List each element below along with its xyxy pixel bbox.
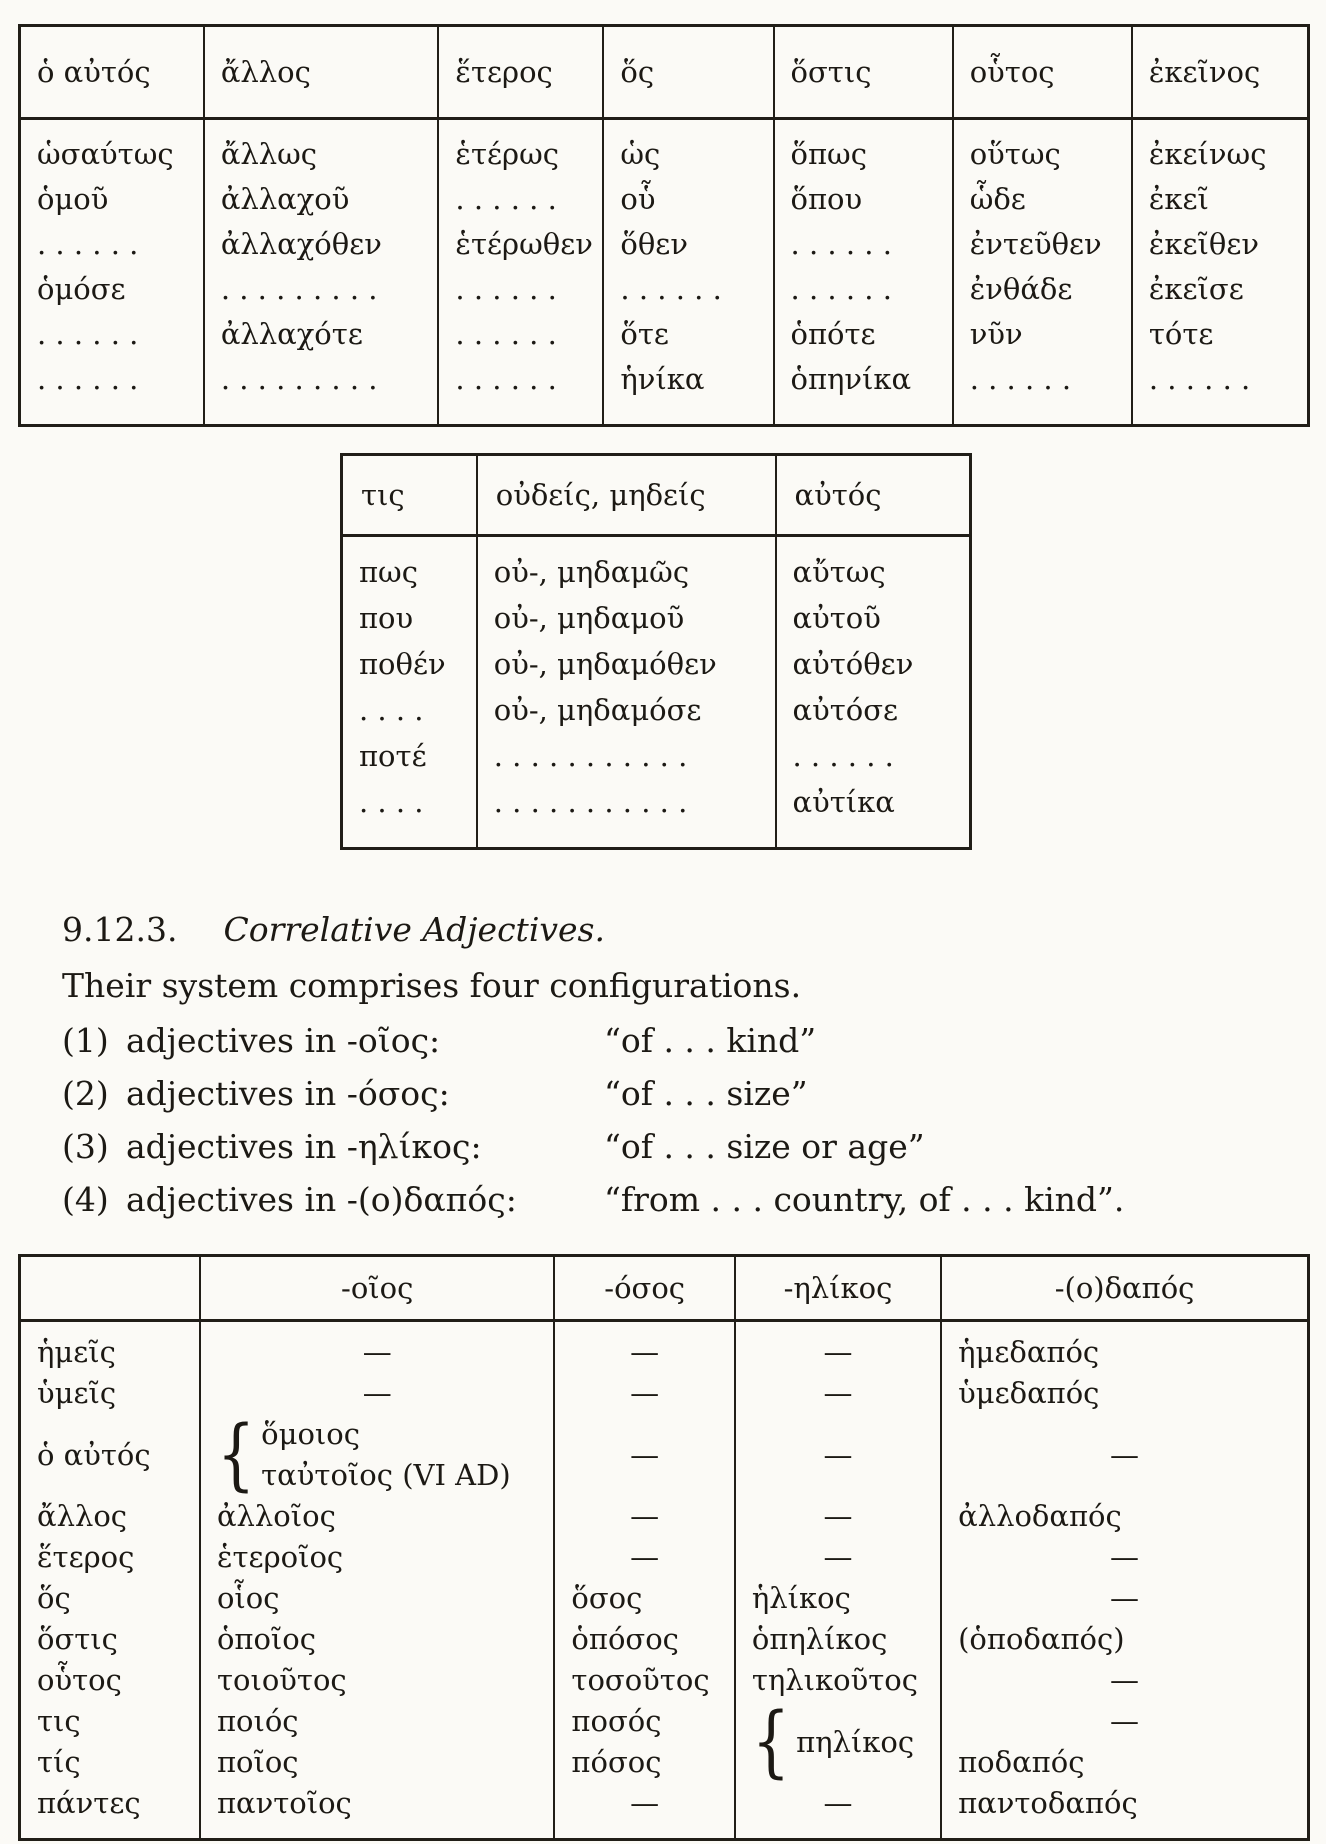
column-header: ὁ αὐτός bbox=[20, 26, 204, 119]
table-cell: οἷος bbox=[200, 1578, 554, 1619]
table-cell: ὁμοῦ bbox=[20, 177, 204, 222]
table-cell: πως bbox=[342, 536, 477, 596]
table-cell: — bbox=[1110, 1581, 1140, 1615]
table-cell: ἀλλαχόθεν bbox=[204, 222, 439, 267]
table-cell: τοσοῦτος bbox=[554, 1660, 734, 1701]
table-cell: ποῖος bbox=[200, 1742, 554, 1783]
configuration-item bbox=[62, 1067, 1310, 1120]
table-cell: (ὁποδαπός) bbox=[958, 1622, 1125, 1656]
table-cell: — bbox=[735, 1783, 941, 1840]
table-cell: ὑμεῖς bbox=[20, 1373, 200, 1414]
table-row bbox=[20, 1783, 1309, 1840]
table-cell: ὡς bbox=[603, 119, 773, 178]
table-cell: ἐκείνως bbox=[1148, 137, 1267, 171]
table-cell: . . . . . . bbox=[603, 267, 773, 312]
table-cell: αὐτοῦ bbox=[792, 601, 881, 635]
configuration-gloss: “of . . . kind” bbox=[604, 1021, 817, 1060]
intro-text: Their system comprises four configurations. bbox=[62, 966, 802, 1005]
table-cell: ἡλίκος bbox=[735, 1578, 941, 1619]
brace-entries bbox=[261, 1414, 511, 1496]
table-row bbox=[20, 177, 1309, 222]
column-header: ὅστις bbox=[774, 26, 953, 119]
table-cell: ὅπου bbox=[774, 177, 953, 222]
table-cell: . . . . . . bbox=[774, 267, 953, 312]
column-header: ὅς bbox=[603, 26, 773, 119]
table-cell bbox=[200, 1414, 554, 1496]
column-header bbox=[20, 1256, 200, 1321]
table-row bbox=[20, 1373, 1309, 1414]
table-cell: αὐτίκα bbox=[792, 785, 895, 819]
table-cell: — bbox=[735, 1321, 941, 1374]
column-header: -οῖος bbox=[200, 1256, 554, 1321]
header-row bbox=[342, 455, 971, 536]
column-header: -όσος bbox=[554, 1256, 734, 1321]
table-cell: ἡνίκα bbox=[603, 357, 773, 426]
table-row bbox=[20, 1414, 1309, 1496]
table-cell: — bbox=[735, 1496, 941, 1537]
table-cell: τοιοῦτος bbox=[200, 1660, 554, 1701]
section-title: Correlative Adjectives. bbox=[223, 910, 605, 949]
table-cell: — bbox=[200, 1321, 554, 1374]
table-cell: τηλικοῦτος bbox=[735, 1660, 941, 1701]
table-cell: ὁμόσε bbox=[20, 267, 204, 312]
table-cell: ἐκεῖ bbox=[1148, 182, 1209, 216]
table-cell: . . . . bbox=[342, 687, 477, 733]
table-cell: οὐ-, μηδαμόθεν bbox=[477, 641, 776, 687]
table-row bbox=[20, 1537, 1309, 1578]
table-cell: — bbox=[1110, 1540, 1140, 1574]
table-cell: ὁπηλίκος bbox=[735, 1619, 941, 1660]
configurations-list bbox=[62, 1014, 1310, 1226]
table-cell: ὁπηνίκα bbox=[774, 357, 953, 426]
table-cell: ὁποῖος bbox=[200, 1619, 554, 1660]
table-cell: . . . . bbox=[342, 779, 477, 849]
table-cell: που bbox=[342, 595, 477, 641]
table-cell: — bbox=[735, 1537, 941, 1578]
brace-glyph: { bbox=[751, 1701, 791, 1783]
table-row bbox=[20, 119, 1309, 178]
table-cell: . . . . . . bbox=[438, 267, 603, 312]
table-cell: — bbox=[554, 1537, 734, 1578]
configuration-label: adjectives in -όσος: bbox=[126, 1074, 450, 1113]
table-row bbox=[342, 687, 971, 733]
table-cell: — bbox=[735, 1414, 941, 1496]
column-header: οὗτος bbox=[953, 26, 1132, 119]
brace-glyph: { bbox=[216, 1414, 256, 1496]
table-cell: ἄλλος bbox=[20, 1496, 200, 1537]
table-cell: τις bbox=[20, 1701, 200, 1742]
table-cell: — bbox=[554, 1321, 734, 1374]
configuration-label: adjectives in -(ο)δαπός: bbox=[126, 1180, 517, 1219]
table-cell: ἐντεῦθεν bbox=[953, 222, 1132, 267]
table-cell: αὐτόσε bbox=[792, 693, 899, 727]
header-row bbox=[20, 26, 1309, 119]
table-cell: οὐ-, μηδαμῶς bbox=[477, 536, 776, 596]
table-cell: ὁπόσος bbox=[554, 1619, 734, 1660]
table-cell: ἡμεδαπός bbox=[958, 1335, 1100, 1369]
configuration-item bbox=[62, 1120, 1310, 1173]
section-text-block bbox=[62, 904, 1310, 1226]
table-cell: ἕτερος bbox=[20, 1537, 200, 1578]
column-header: οὐδείς, μηδείς bbox=[477, 455, 776, 536]
table-row bbox=[20, 222, 1309, 267]
table-cell: ὅτε bbox=[603, 312, 773, 357]
table-cell: ἐκεῖθεν bbox=[1148, 227, 1260, 261]
column-header: τις bbox=[342, 455, 477, 536]
table-row bbox=[342, 536, 971, 596]
table-row bbox=[20, 1742, 1309, 1783]
table-cell: . . . . . . bbox=[774, 222, 953, 267]
table-row bbox=[20, 1619, 1309, 1660]
table-row bbox=[20, 1578, 1309, 1619]
column-header: ἄλλος bbox=[204, 26, 439, 119]
table-row bbox=[20, 1496, 1309, 1537]
table-cell: αὔτως bbox=[792, 555, 886, 589]
table-cell: οὐ-, μηδαμοῦ bbox=[477, 595, 776, 641]
table-cell: ποτέ bbox=[342, 733, 477, 779]
table-cell: ὅπως bbox=[774, 119, 953, 178]
table-cell: . . . . . . bbox=[1148, 362, 1251, 396]
table-cell bbox=[735, 1701, 941, 1783]
table-cell: — bbox=[1110, 1704, 1140, 1738]
column-header: -(ο)δαπός bbox=[941, 1256, 1308, 1321]
configuration-item bbox=[62, 1173, 1310, 1226]
table-cell: — bbox=[554, 1414, 734, 1496]
table-cell-line: πηλίκος bbox=[796, 1724, 915, 1759]
configuration-label: adjectives in -οῖος: bbox=[126, 1021, 441, 1060]
table-cell: ἑτέρως bbox=[438, 119, 603, 178]
table-cell: . . . . . . bbox=[792, 739, 894, 773]
table-cell: οὗ bbox=[603, 177, 773, 222]
table-cell: παντοδαπός bbox=[958, 1786, 1138, 1820]
table-cell: — bbox=[1110, 1663, 1140, 1697]
table-cell: . . . . . . . . . bbox=[204, 267, 439, 312]
table-row bbox=[20, 1660, 1309, 1701]
configuration-gloss: “of . . . size” bbox=[604, 1074, 808, 1113]
table-cell: — bbox=[200, 1373, 554, 1414]
configuration-label: adjectives in -ηλίκος: bbox=[126, 1127, 482, 1166]
table-cell: ὁ αὐτός bbox=[20, 1414, 200, 1496]
table-cell: ἑτέρωθεν bbox=[438, 222, 603, 267]
table-cell: ἄλλως bbox=[204, 119, 439, 178]
table-cell: . . . . . . bbox=[953, 357, 1132, 426]
table-row bbox=[20, 1321, 1309, 1374]
configuration-num: (2) bbox=[62, 1074, 109, 1113]
table-row bbox=[20, 357, 1309, 426]
configuration-num: (4) bbox=[62, 1180, 109, 1219]
table-cell: ὡσαύτως bbox=[20, 119, 204, 178]
table-cell: οὐ-, μηδαμόσε bbox=[477, 687, 776, 733]
table-cell: . . . . . . . . . . . bbox=[477, 779, 776, 849]
table-row bbox=[342, 641, 971, 687]
table-cell: — bbox=[554, 1373, 734, 1414]
configuration-item bbox=[62, 1014, 1310, 1067]
table-cell: αὐτόθεν bbox=[792, 647, 914, 681]
table-row bbox=[20, 267, 1309, 312]
table-cell: . . . . . . bbox=[438, 312, 603, 357]
pronoun-adverbs-table-wrap bbox=[340, 453, 972, 850]
correlative-adjectives-table bbox=[18, 1254, 1310, 1841]
table-cell: τίς bbox=[20, 1742, 200, 1783]
table-cell: ὁπότε bbox=[774, 312, 953, 357]
table-cell: ἀλλοδαπός bbox=[958, 1499, 1122, 1533]
table-cell-line: ταὐτοῖος (VI AD) bbox=[261, 1458, 511, 1492]
table-cell: ὅς bbox=[20, 1578, 200, 1619]
configuration-num: (1) bbox=[62, 1021, 109, 1060]
table-cell: ποδαπός bbox=[958, 1745, 1085, 1779]
section-heading bbox=[62, 904, 1310, 956]
table-row bbox=[342, 779, 971, 849]
configuration-num: (3) bbox=[62, 1127, 109, 1166]
table-row bbox=[20, 312, 1309, 357]
table-cell: ποθέν bbox=[342, 641, 477, 687]
column-header: ἕτερος bbox=[438, 26, 603, 119]
table-cell: ὧδε bbox=[953, 177, 1132, 222]
table-cell: ὅσος bbox=[554, 1578, 734, 1619]
table-cell: — bbox=[1110, 1437, 1140, 1472]
table-cell: — bbox=[554, 1783, 734, 1840]
indefinite-negative-adverbs-table bbox=[340, 453, 972, 850]
table-cell-line: ὅμοιος bbox=[261, 1417, 360, 1451]
section-number: 9.12.3. bbox=[62, 910, 178, 949]
table-row bbox=[342, 595, 971, 641]
column-header: αὐτός bbox=[776, 455, 971, 536]
table-cell: τότε bbox=[1148, 317, 1214, 351]
table-cell: — bbox=[735, 1373, 941, 1414]
table-cell: ὅθεν bbox=[603, 222, 773, 267]
table-cell: ἀλλαχοῦ bbox=[204, 177, 439, 222]
configuration-gloss: “of . . . size or age” bbox=[604, 1127, 925, 1166]
table-cell: . . . . . . bbox=[20, 222, 204, 267]
table-cell: πάντες bbox=[20, 1783, 200, 1840]
table-cell: . . . . . . . . . . . bbox=[477, 733, 776, 779]
correlative-adverbs-table bbox=[18, 24, 1310, 427]
table-cell: νῦν bbox=[953, 312, 1132, 357]
table-cell: . . . . . . bbox=[438, 357, 603, 426]
table-cell: . . . . . . . . . bbox=[204, 357, 439, 426]
configuration-gloss: “from . . . country, of . . . kind”. bbox=[604, 1180, 1125, 1219]
table-row bbox=[342, 733, 971, 779]
table-cell: . . . . . . bbox=[20, 312, 204, 357]
table-cell: — bbox=[554, 1496, 734, 1537]
table-cell: ποιός bbox=[200, 1701, 554, 1742]
table-cell: ἡμεῖς bbox=[20, 1321, 200, 1374]
table-cell: ὑμεδαπός bbox=[958, 1376, 1100, 1410]
brace-entries bbox=[796, 1722, 914, 1763]
table-cell: ἑτεροῖος bbox=[200, 1537, 554, 1578]
table-row bbox=[20, 1701, 1309, 1742]
column-header: -ηλίκος bbox=[735, 1256, 941, 1321]
table-cell: ποσός bbox=[554, 1701, 734, 1742]
table-cell: οὗτος bbox=[20, 1660, 200, 1701]
table-cell: οὕτως bbox=[953, 119, 1132, 178]
table-cell: ὅστις bbox=[20, 1619, 200, 1660]
table-cell: ἐκεῖσε bbox=[1148, 272, 1244, 306]
table-cell: . . . . . . bbox=[20, 357, 204, 426]
table-cell: πόσος bbox=[554, 1742, 734, 1783]
table-cell: παντοῖος bbox=[200, 1783, 554, 1840]
table-cell: ἐνθάδε bbox=[953, 267, 1132, 312]
table-cell: ἀλλαχότε bbox=[204, 312, 439, 357]
header-row bbox=[20, 1256, 1309, 1321]
table-cell: ἀλλοῖος bbox=[200, 1496, 554, 1537]
table-cell: . . . . . . bbox=[438, 177, 603, 222]
column-header: ἐκεῖνος bbox=[1132, 26, 1309, 119]
